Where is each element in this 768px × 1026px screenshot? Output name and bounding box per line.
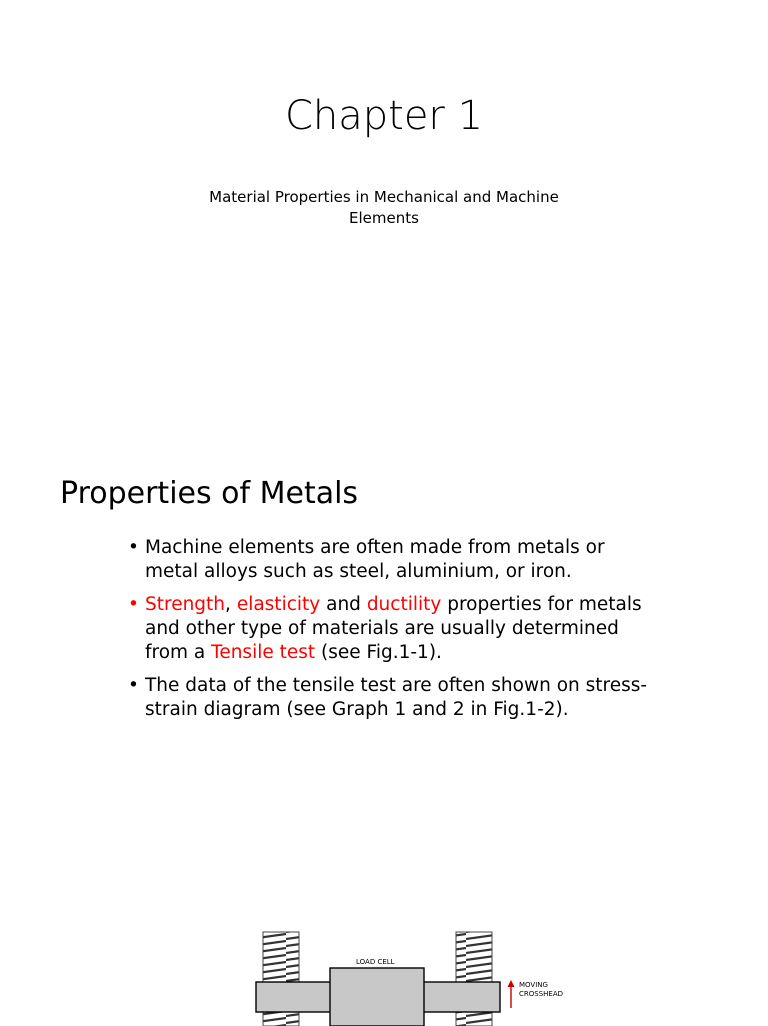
subtitle-line-1: Material Properties in Mechanical and Machine [209,188,559,206]
load-cell-label: LOAD CELL [356,958,395,966]
bullet-item-3 [128,674,648,722]
moving-label-line-1: MOVING [519,981,548,989]
bullet-3-line-1: The data of the tensile test are often shown on stress- [145,675,648,696]
load-cell-block [330,968,424,1026]
bullet-1-line-1: Machine elements are often made from metals or [145,537,605,558]
term-tensile-test: Tensile test [211,642,316,663]
bullet-marker: • [128,537,139,558]
bullet-2-line-1-rest: properties for metals [447,594,642,615]
chapter-title: Chapter 1 [284,93,484,139]
bullet-3-line-2: strain diagram (see Graph 1 and 2 in Fig.1-2). [145,699,569,720]
term-ductility: ductility [366,594,442,615]
word-and: and [326,594,361,615]
moving-label-line-2: CROSSHEAD [519,990,564,998]
bullet-2-see-fig: (see Fig.1-1). [321,642,442,663]
bullet-item-2 [128,593,648,665]
moving-arrow-head [508,980,515,987]
term-elasticity: elasticity [236,594,321,615]
bullet-marker: • [128,594,139,615]
bullet-marker: • [128,675,139,696]
bullet-2-line-2: and other type of materials are usually determined [145,618,619,639]
bullet-item-1 [128,536,648,584]
subtitle-line-2: Elements [349,209,419,227]
slide-chapter-title [0,0,768,430]
bullet-1-line-2: metal alloys such as steel, aluminium, or iron. [145,561,572,582]
bullet-2-from-a: from a [145,642,206,663]
slide-properties-of-metals [0,430,768,1024]
bullet-list [128,536,648,731]
chapter-subtitle [184,187,584,229]
term-strength: Strength [145,594,226,615]
tensile-test-machine-figure [250,926,580,1026]
comma: , [225,594,231,615]
slide-title: Properties of Metals [60,476,359,511]
